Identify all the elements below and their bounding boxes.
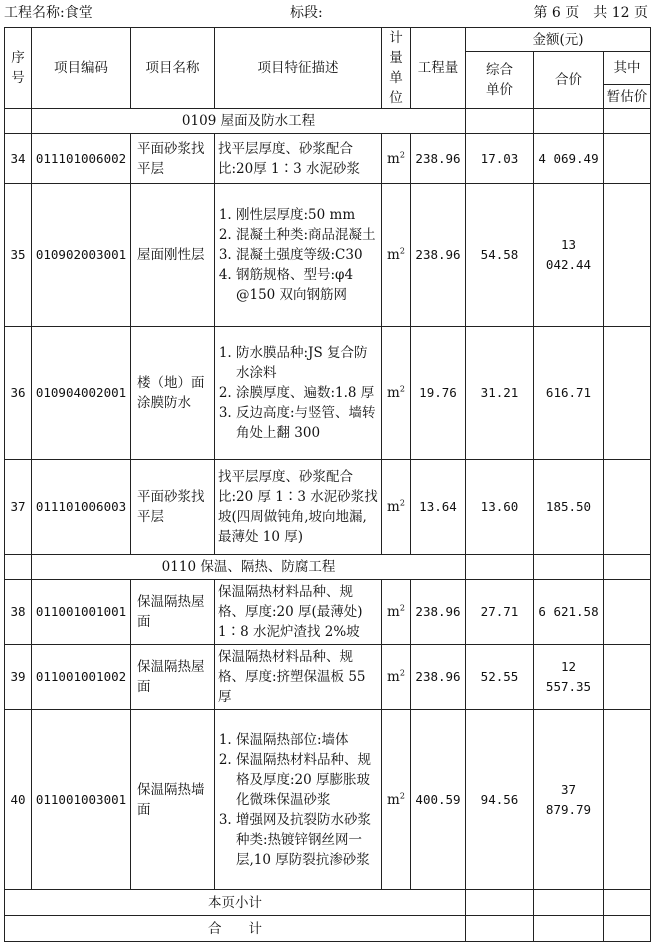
row-unit-price: 31.21 <box>466 327 534 460</box>
row-unit-price: 27.71 <box>466 580 534 645</box>
unit-superscript: 2 <box>399 498 405 508</box>
table-row <box>5 710 651 890</box>
row-desc: 找平层厚度、砂浆配合比:20厚 1∶3 水泥砂浆 <box>215 134 382 184</box>
desc-item: 2. 混凝土种类:商品混凝土 <box>236 225 378 245</box>
desc-item: 2. 保温隔热材料品种、规格及厚度:20 厚膨胀玻化微珠保温砂浆 <box>236 750 378 810</box>
row-qty: 238.96 <box>411 134 466 184</box>
row-unit <box>382 134 411 184</box>
unit-text: m <box>387 669 400 685</box>
row-provisional <box>604 645 651 710</box>
row-unit-price: 54.58 <box>466 184 534 327</box>
row-code: 010902003001 <box>32 184 131 327</box>
section-title: 0110 保温、隔热、防腐工程 <box>32 555 466 580</box>
bill-of-quantities-table <box>4 27 651 942</box>
row-desc <box>215 710 382 890</box>
row-desc <box>215 184 382 327</box>
desc-item: 1. 防水膜品种:JS 复合防水涂料 <box>236 343 378 383</box>
row-qty: 238.96 <box>411 184 466 327</box>
unit-superscript: 2 <box>399 384 405 394</box>
grand-total-label: 合 计 <box>5 916 466 942</box>
desc-item: 3. 增强网及抗裂防水砂浆种类:热镀锌钢丝网一层,10 厚防裂抗渗砂浆 <box>236 810 378 870</box>
unit-superscript: 2 <box>399 246 405 256</box>
unit-superscript: 2 <box>399 603 405 613</box>
unit-text: m <box>387 385 400 401</box>
page-number: 第 6 页 共 12 页 <box>533 5 648 21</box>
row-provisional <box>604 184 651 327</box>
unit-text: m <box>387 150 400 167</box>
row-total: 185.50 <box>534 460 604 555</box>
row-name: 保温隔热屋面 <box>131 580 215 645</box>
table-row <box>5 580 651 645</box>
row-name: 楼（地）面涂膜防水 <box>131 327 215 460</box>
row-seq: 40 <box>5 710 32 890</box>
col-header-total: 合价 <box>534 52 604 109</box>
empty-cell <box>604 890 651 916</box>
row-name: 屋面刚性层 <box>131 184 215 327</box>
empty-cell <box>604 555 651 580</box>
row-desc <box>215 327 382 460</box>
empty-cell <box>466 109 534 134</box>
row-seq: 36 <box>5 327 32 460</box>
unit-superscript: 2 <box>399 791 405 800</box>
empty-cell <box>534 890 604 916</box>
desc-item: 1. 保温隔热部位:墙体 <box>236 730 378 750</box>
row-total: 6 621.58 <box>534 580 604 645</box>
empty-cell <box>466 890 534 916</box>
row-code: 011001003001 <box>32 710 131 890</box>
row-unit <box>382 327 411 460</box>
empty-cell <box>466 555 534 580</box>
row-unit <box>382 645 411 710</box>
row-unit <box>382 184 411 327</box>
desc-item: 4. 钢筋规格、型号:φ4 @150 双向钢筋网 <box>236 265 378 305</box>
col-header-desc: 项目特征描述 <box>215 28 382 109</box>
row-provisional <box>604 327 651 460</box>
empty-cell <box>534 109 604 134</box>
row-seq: 39 <box>5 645 32 710</box>
project-name: 工程名称:食堂 <box>4 5 93 21</box>
col-header-code: 项目编码 <box>32 28 131 109</box>
row-provisional <box>604 134 651 184</box>
section-row-cell <box>5 109 32 134</box>
row-seq: 38 <box>5 580 32 645</box>
col-header-qty: 工程量 <box>411 28 466 109</box>
col-header-of-which: 其中 <box>604 52 651 85</box>
row-unit-price: 94.56 <box>466 710 534 890</box>
empty-cell <box>534 555 604 580</box>
row-code: 010904002001 <box>32 327 131 460</box>
desc-item: 3. 反边高度:与竖管、墙转角处上翻 300 <box>236 403 378 443</box>
row-unit <box>382 460 411 555</box>
row-unit-price: 13.60 <box>466 460 534 555</box>
unit-text: m <box>387 791 400 808</box>
row-total: 12 557.35 <box>534 645 604 710</box>
row-provisional <box>604 710 651 890</box>
unit-superscript: 2 <box>399 668 405 678</box>
row-provisional <box>604 580 651 645</box>
table-row <box>5 460 651 555</box>
row-total: 616.71 <box>534 327 604 460</box>
row-unit-price: 17.03 <box>466 134 534 184</box>
unit-text: m <box>387 499 400 515</box>
section-title: 0109 屋面及防水工程 <box>32 109 466 134</box>
row-unit <box>382 580 411 645</box>
col-header-provisional: 暂估价 <box>604 85 651 109</box>
col-header-amount: 金额(元) <box>466 28 651 52</box>
row-total: 13 042.44 <box>534 184 604 327</box>
row-code: 011101006003 <box>32 460 131 555</box>
row-unit <box>382 710 411 890</box>
table-row <box>5 134 651 184</box>
table-row <box>5 184 651 327</box>
row-desc: 找平层厚度、砂浆配合比:20 厚 1∶3 水泥砂浆找坡(四周做钝角,坡向地漏,最薄处 10 厚) <box>215 460 382 555</box>
row-provisional <box>604 460 651 555</box>
section-row-cell <box>5 555 32 580</box>
row-name: 平面砂浆找平层 <box>131 134 215 184</box>
row-code: 011001001002 <box>32 645 131 710</box>
row-name: 平面砂浆找平层 <box>131 460 215 555</box>
row-total: 4 069.49 <box>534 134 604 184</box>
row-qty: 238.96 <box>411 580 466 645</box>
row-seq: 35 <box>5 184 32 327</box>
col-header-seq: 序号 <box>5 28 32 109</box>
table-row <box>5 327 651 460</box>
row-desc: 保温隔热材料品种、规格、厚度:20 厚(最薄处) 1∶8 水泥炉渣找 2%坡 <box>215 580 382 645</box>
unit-superscript: 2 <box>399 150 405 159</box>
row-seq: 34 <box>5 134 32 184</box>
row-name: 保温隔热墙面 <box>131 710 215 890</box>
desc-item: 1. 刚性层厚度:50 mm <box>236 205 378 225</box>
unit-text: m <box>387 247 400 263</box>
table-row <box>5 645 651 710</box>
row-total: 37 879.79 <box>534 710 604 890</box>
row-qty: 19.76 <box>411 327 466 460</box>
row-qty: 400.59 <box>411 710 466 890</box>
col-header-name: 项目名称 <box>131 28 215 109</box>
row-unit-price: 52.55 <box>466 645 534 710</box>
desc-item: 2. 涂膜厚度、遍数:1.8 厚 <box>236 383 378 403</box>
row-desc: 保温隔热材料品种、规格、厚度:挤塑保温板 55 厚 <box>215 645 382 710</box>
unit-text: m <box>387 604 400 620</box>
section-label: 标段: <box>290 5 323 21</box>
empty-cell <box>604 109 651 134</box>
col-header-unit: 计量单位 <box>382 28 411 109</box>
row-code: 011101006002 <box>32 134 131 184</box>
page-subtotal-label: 本页小计 <box>5 890 466 916</box>
row-code: 011001001001 <box>32 580 131 645</box>
row-qty: 238.96 <box>411 645 466 710</box>
desc-item: 3. 混凝土强度等级:C30 <box>236 245 378 265</box>
row-qty: 13.64 <box>411 460 466 555</box>
row-seq: 37 <box>5 460 32 555</box>
row-name: 保温隔热屋面 <box>131 645 215 710</box>
col-header-unit-price: 综合单价 <box>466 52 534 109</box>
